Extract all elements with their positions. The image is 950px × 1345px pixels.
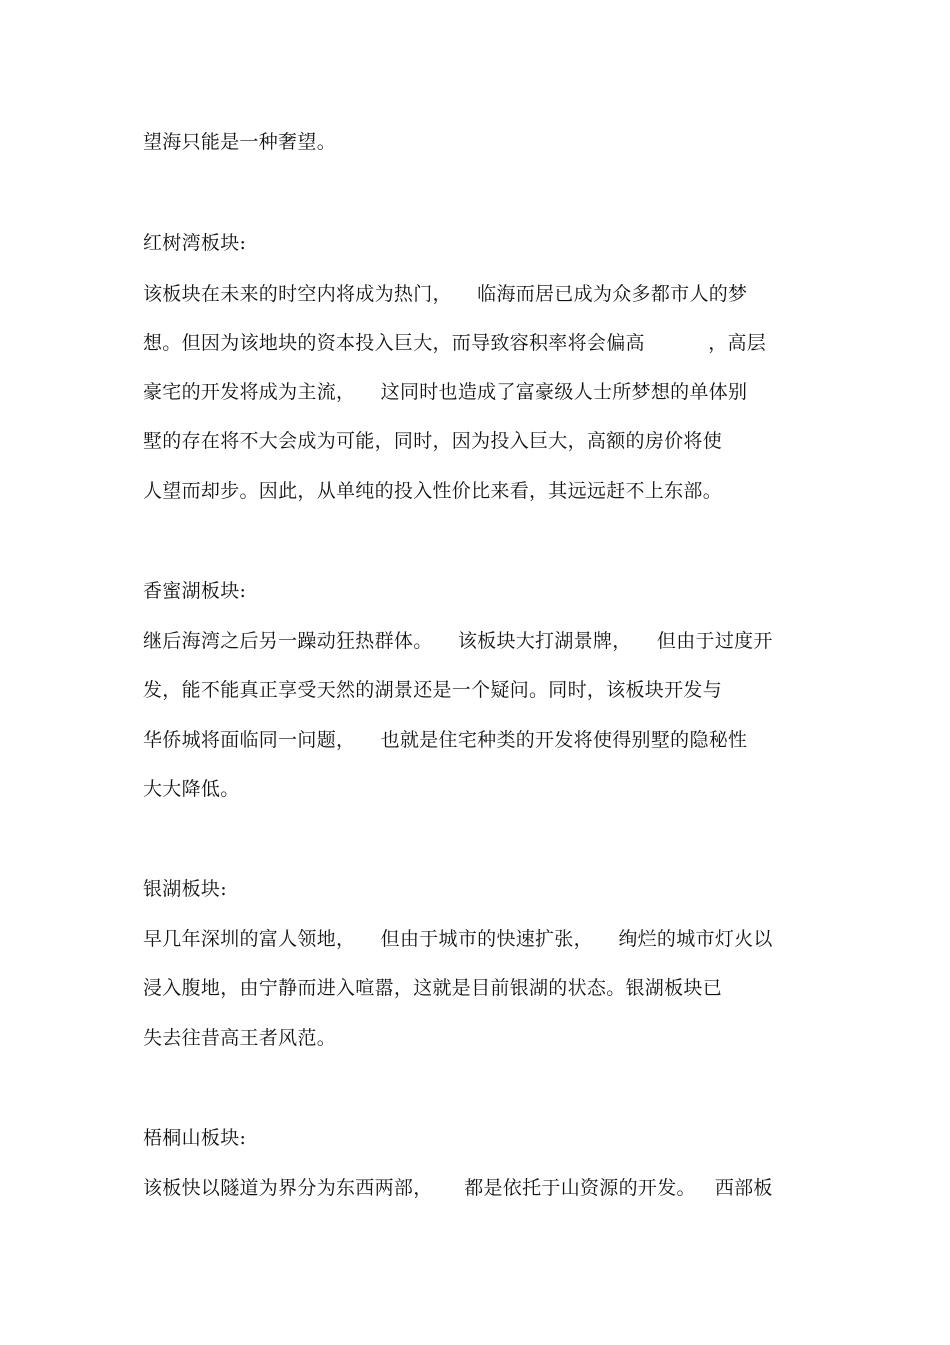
section-heading-yinhu: 银湖板块: [143,878,227,900]
paragraph-line: 失去往昔高王者风范。 [143,1027,337,1049]
paragraph-line: 想。但因为该地块的资本投入巨大，而导致容积率将会偏高 ，高层 [143,332,767,354]
paragraph-line: 该板块在未来的时空内将成为热门， 临海而居已成为众多都市人的梦 [143,283,748,305]
paragraph-line: 墅的存在将不大会成为可能，同时，因为投入巨大，高额的房价将使 [143,430,723,452]
intro-tail-text: 望海只能是一种奢望。 [143,131,337,153]
paragraph-line: 豪宅的开发将成为主流， 这同时也造成了富豪级人士所梦想的单体别 [143,381,748,403]
paragraph-line: 大大降低。 [143,778,240,800]
paragraph-line: 该板快以隧道为界分为东西两部， 都是依托于山资源的开发。 西部板 [143,1177,773,1199]
section-heading-wutongshan: 梧桐山板块: [143,1127,247,1149]
section-heading-hongshuwan: 红树湾板块: [143,232,247,254]
paragraph-line: 华侨城将面临同一问题， 也就是住宅种类的开发将使得别墅的隐秘性 [143,729,748,751]
paragraph-line: 继后海湾之后另一躁动狂热群体。 该板块大打湖景牌， 但由于过度开 [143,630,773,652]
paragraph-line: 发，能不能真正享受天然的湖景还是一个疑问。同时，该板块开发与 [143,679,723,701]
paragraph-line: 早几年深圳的富人领地， 但由于城市的快速扩张， 绚烂的城市灯火以 [143,928,773,950]
paragraph-line: 人望而却步。因此，从单纯的投入性价比来看，其远远赶不上东部。 [143,480,723,502]
paragraph-line: 浸入腹地，由宁静而进入喧嚣，这就是目前银湖的状态。银湖板块已 [143,977,723,999]
section-heading-xiangmihu: 香蜜湖板块: [143,580,247,602]
